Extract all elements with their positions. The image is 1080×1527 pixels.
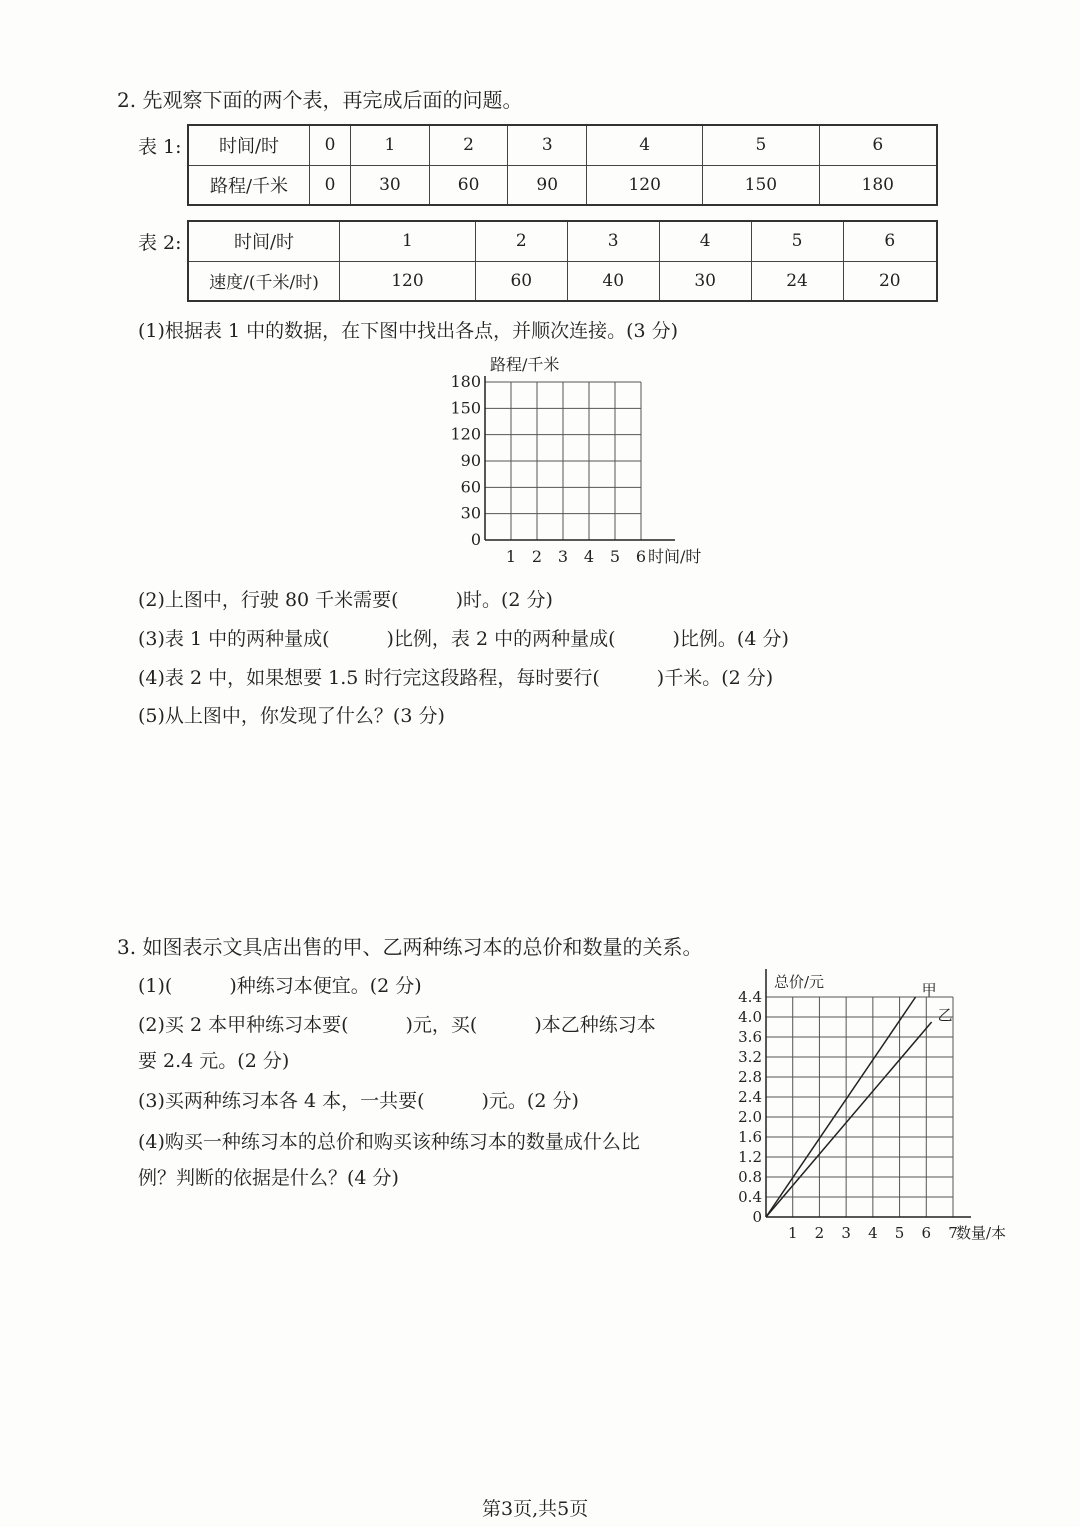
question-3-sub-3: (3)买两种练习本各 4 本，一共要( )元。(2 分) — [138, 1090, 579, 1112]
x-tick-label: 2 — [531, 547, 543, 566]
x-axis-title: 时间/时 — [648, 547, 702, 566]
question-2-sub-5: (5)从上图中，你发现了什么？(3 分) — [138, 705, 445, 727]
table-2-cell: 40 — [567, 261, 659, 301]
y-tick-label: 0 — [470, 530, 481, 549]
table-1-row1-header: 时间/时 — [188, 125, 310, 165]
x-tick-label: 3 — [841, 1224, 851, 1242]
question-2-title: 2. 先观察下面的两个表，再完成后面的问题。 — [117, 88, 523, 112]
x-axis-title: 数量/本 — [956, 1224, 1007, 1242]
x-tick-label: 5 — [894, 1224, 905, 1242]
y-tick-label: 60 — [460, 477, 481, 497]
y-tick-label: 3.6 — [738, 1028, 762, 1046]
table-1-label: 表 1: — [138, 136, 182, 158]
y-tick-label: 30 — [460, 503, 481, 523]
table-2 — [187, 220, 938, 302]
table-1-cell: 60 — [429, 165, 508, 205]
y-tick-label: 2.0 — [738, 1108, 762, 1126]
x-tick-label: 4 — [868, 1224, 878, 1242]
table-2-cell: 2 — [475, 221, 567, 261]
question-2-sub-4: (4)表 2 中，如果想要 1.5 时行完这段路程，每时要行( )千米。(2 分) — [138, 667, 774, 689]
question-3-sub-1: (1)( )种练习本便宜。(2 分) — [138, 975, 422, 997]
question-3-title: 3. 如图表示文具店出售的甲、乙两种练习本的总价和数量的关系。 — [117, 935, 703, 959]
table-1-cell: 1 — [351, 125, 430, 165]
table-1-cell: 5 — [703, 125, 819, 165]
table-2-row1-header: 时间/时 — [188, 221, 340, 261]
x-tick-label: 5 — [609, 547, 621, 566]
table-1-cell: 30 — [351, 165, 430, 205]
y-tick-label: 90 — [460, 451, 481, 470]
table-1-cell: 0 — [310, 125, 351, 165]
y-tick-label: 2.8 — [738, 1068, 762, 1086]
x-tick-label: 3 — [557, 547, 569, 566]
table-2-cell: 5 — [751, 221, 843, 261]
question-3-sub-4a: (4)购买一种练习本的总价和购买该种练习本的数量成什么比 — [138, 1131, 640, 1153]
series-line — [766, 997, 916, 1217]
x-tick-label: 6 — [921, 1224, 932, 1242]
table-2-cell: 120 — [340, 261, 476, 301]
table-1-cell: 90 — [508, 165, 587, 205]
x-tick-label: 4 — [583, 547, 595, 566]
y-axis-title: 总价/元 — [774, 973, 825, 991]
x-tick-label: 6 — [635, 547, 647, 566]
y-tick-label: 0.8 — [738, 1168, 762, 1186]
y-tick-label: 1.2 — [738, 1148, 762, 1166]
table-2-cell: 3 — [567, 221, 659, 261]
table-1-cell: 4 — [587, 125, 703, 165]
distance-time-chart — [430, 350, 740, 572]
series-line — [766, 1022, 932, 1217]
table-2-cell: 24 — [751, 261, 843, 301]
table-1-cell: 6 — [819, 125, 937, 165]
x-tick-label: 1 — [505, 547, 517, 566]
question-2-sub-2: (2)上图中，行驶 80 千米需要( )时。(2 分) — [138, 589, 553, 611]
page-footer: 第3页,共5页 — [482, 1498, 589, 1520]
table-1-cell: 180 — [819, 165, 937, 205]
table-1-cell: 0 — [310, 165, 351, 205]
table-1-cell: 2 — [429, 125, 508, 165]
price-quantity-chart — [728, 965, 1028, 1255]
y-tick-label: 0.4 — [738, 1188, 762, 1206]
series-label: 乙 — [937, 1006, 953, 1024]
y-tick-label: 4.0 — [738, 1008, 762, 1026]
question-2-sub-1: (1)根据表 1 中的数据，在下图中找出各点，并顺次连接。(3 分) — [138, 320, 679, 342]
y-tick-label: 150 — [450, 398, 481, 418]
x-tick-label: 7 — [948, 1224, 958, 1242]
table-2-cell: 30 — [659, 261, 751, 301]
y-axis-title: 路程/千米 — [490, 355, 560, 374]
table-1-cell: 3 — [508, 125, 587, 165]
y-tick-label: 2.4 — [738, 1088, 762, 1106]
table-2-cell: 4 — [659, 221, 751, 261]
question-2-sub-3: (3)表 1 中的两种量成( )比例，表 2 中的两种量成( )比例。(4 分) — [138, 628, 789, 650]
table-1 — [187, 124, 938, 206]
y-tick-label: 0 — [752, 1208, 762, 1226]
question-3-sub-2a: (2)买 2 本甲种练习本要( )元，买( )本乙种练习本 — [138, 1014, 656, 1036]
x-tick-label: 1 — [787, 1224, 798, 1242]
table-2-cell: 20 — [843, 261, 937, 301]
table-2-cell: 60 — [475, 261, 567, 301]
table-2-cell: 1 — [340, 221, 476, 261]
y-tick-label: 120 — [450, 424, 481, 444]
series-label: 甲 — [921, 981, 937, 999]
y-tick-label: 180 — [450, 372, 481, 391]
table-1-cell: 120 — [587, 165, 703, 205]
question-3-sub-2b: 要 2.4 元。(2 分) — [138, 1050, 290, 1072]
table-2-row2-header: 速度/(千米/时) — [188, 261, 340, 301]
y-tick-label: 1.6 — [738, 1128, 762, 1146]
table-2-label: 表 2: — [138, 232, 182, 254]
y-tick-label: 3.2 — [738, 1048, 762, 1066]
table-2-cell: 6 — [843, 221, 937, 261]
question-3-sub-4b: 例？判断的依据是什么？(4 分) — [138, 1167, 399, 1189]
table-1-row2-header: 路程/千米 — [188, 165, 310, 205]
x-tick-label: 2 — [814, 1224, 825, 1242]
y-tick-label: 4.4 — [738, 988, 762, 1006]
table-1-cell: 150 — [703, 165, 819, 205]
